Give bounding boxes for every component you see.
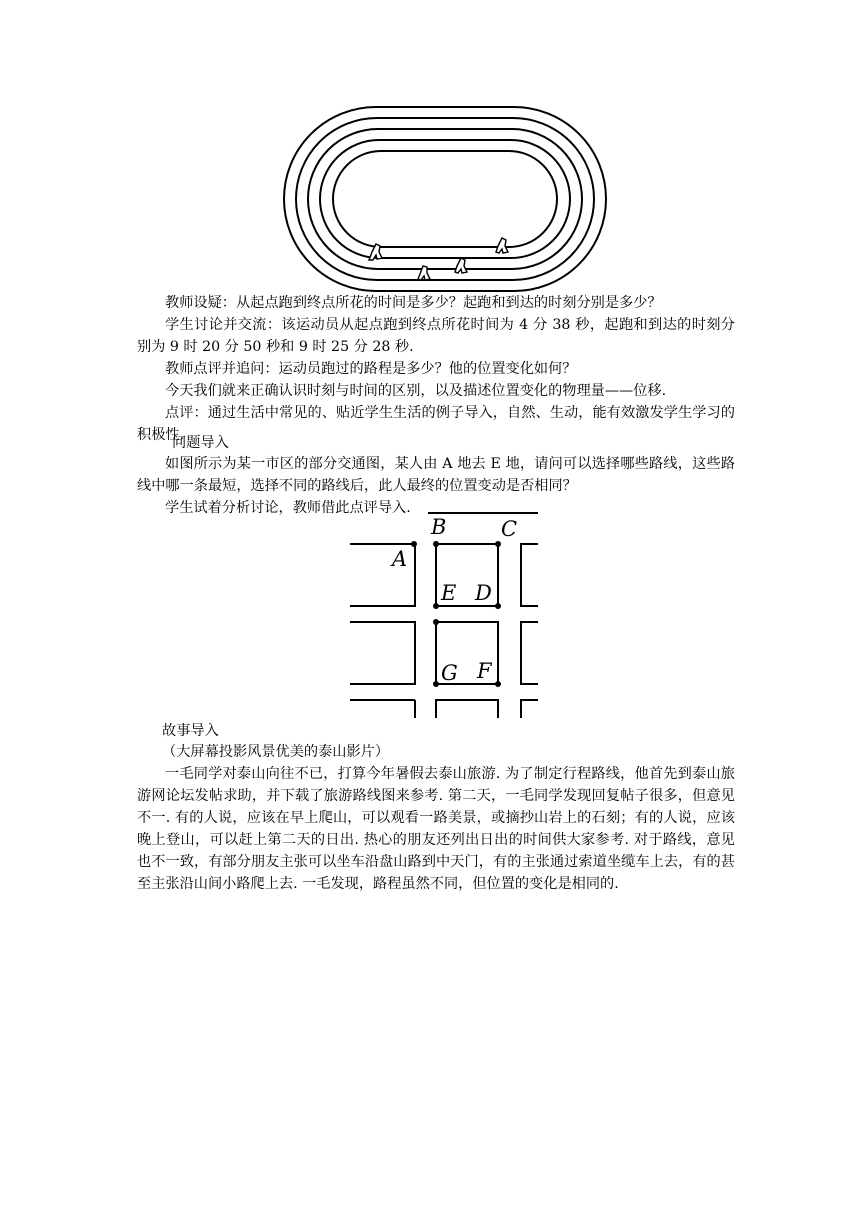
track-lane-2 bbox=[296, 118, 594, 280]
paragraph: 如图所示为某一市区的部分交通图，某人由 A 地去 E 地，请问可以选择哪些路线，这些路线中哪一条最短，选择不同的路线后，此人最终的位置变动是否相同？ bbox=[137, 456, 735, 494]
label-G: G bbox=[441, 661, 458, 685]
point-A bbox=[411, 541, 417, 547]
point-E bbox=[433, 603, 439, 609]
paragraph: 点评：通过生活中常见的、贴近学生生活的例子导入，自然、生动，能有效激发学生学习的积极性. bbox=[137, 405, 735, 443]
point-corner bbox=[433, 619, 439, 625]
street-edge bbox=[350, 622, 415, 684]
point-D bbox=[495, 603, 501, 609]
section-heading: 故事导入 bbox=[162, 723, 219, 739]
paragraph: 一毛同学对泰山向往不已，打算今年暑假去泰山旅游. 为了制定行程路线，他首先到泰山旅游网论坛发帖求助，并下载了旅游路线图来参考. 第二天，一毛同学发现回复帖子很多，但意见不一. 有的人说，应该在早上爬山，可以观看一路美景，或摘抄山岩上的石刻；有的人说，应该晚上登山，可以赶上第二天的日出. 热心的朋友还列出日出的时间供大家参考. 对于路线，意见也不一致，有部分朋友主张可以坐车沿盘山路到中天门，有的主张通过索道坐缆车上去，有的甚至主张沿山间小路爬上去. 一毛发现，路程虽然不同，但位置的变化是相同的. bbox=[137, 766, 735, 892]
point-F bbox=[495, 681, 501, 687]
point-B bbox=[433, 541, 439, 547]
running-track-figure bbox=[280, 104, 610, 294]
section-heading: 问题导入 bbox=[172, 435, 229, 451]
label-D: D bbox=[475, 581, 492, 605]
paragraph: 学生讨论并交流：该运动员从起点跑到终点所花时间为 4 分 38 秒，起跑和到达的时刻分别为 9 时 20 分 50 秒和 9 时 25 分 28 秒. bbox=[137, 317, 735, 355]
track-infield bbox=[333, 151, 557, 247]
street-edge bbox=[521, 622, 538, 684]
label-F: F bbox=[477, 659, 492, 683]
label-A: A bbox=[392, 547, 408, 571]
paragraph: （大屏幕投影风景优美的泰山影片） bbox=[162, 744, 390, 760]
point-G bbox=[433, 681, 439, 687]
paragraph: 教师点评并追问：运动员跑过的路程是多少？他的位置变化如何？ bbox=[165, 361, 577, 377]
street-map-figure bbox=[345, 508, 545, 722]
runner-figure bbox=[455, 258, 467, 273]
paragraph: 今天我们就来正确认识时刻与时间的区别，以及描述位置变化的物理量——位移. bbox=[165, 383, 667, 399]
paragraph: 教师设疑：从起点跑到终点所花的时间是多少？起跑和到达的时刻分别是多少？ bbox=[165, 295, 662, 311]
street-edge bbox=[436, 700, 498, 718]
runner-figure bbox=[496, 238, 508, 253]
label-B: B bbox=[431, 515, 447, 539]
point-C bbox=[495, 541, 501, 547]
label-C: C bbox=[501, 517, 518, 541]
street-edge bbox=[521, 544, 538, 606]
street-edge bbox=[521, 700, 538, 718]
label-E: E bbox=[441, 581, 457, 605]
paragraph: 学生试着分析讨论，教师借此点评导入. bbox=[165, 500, 411, 516]
